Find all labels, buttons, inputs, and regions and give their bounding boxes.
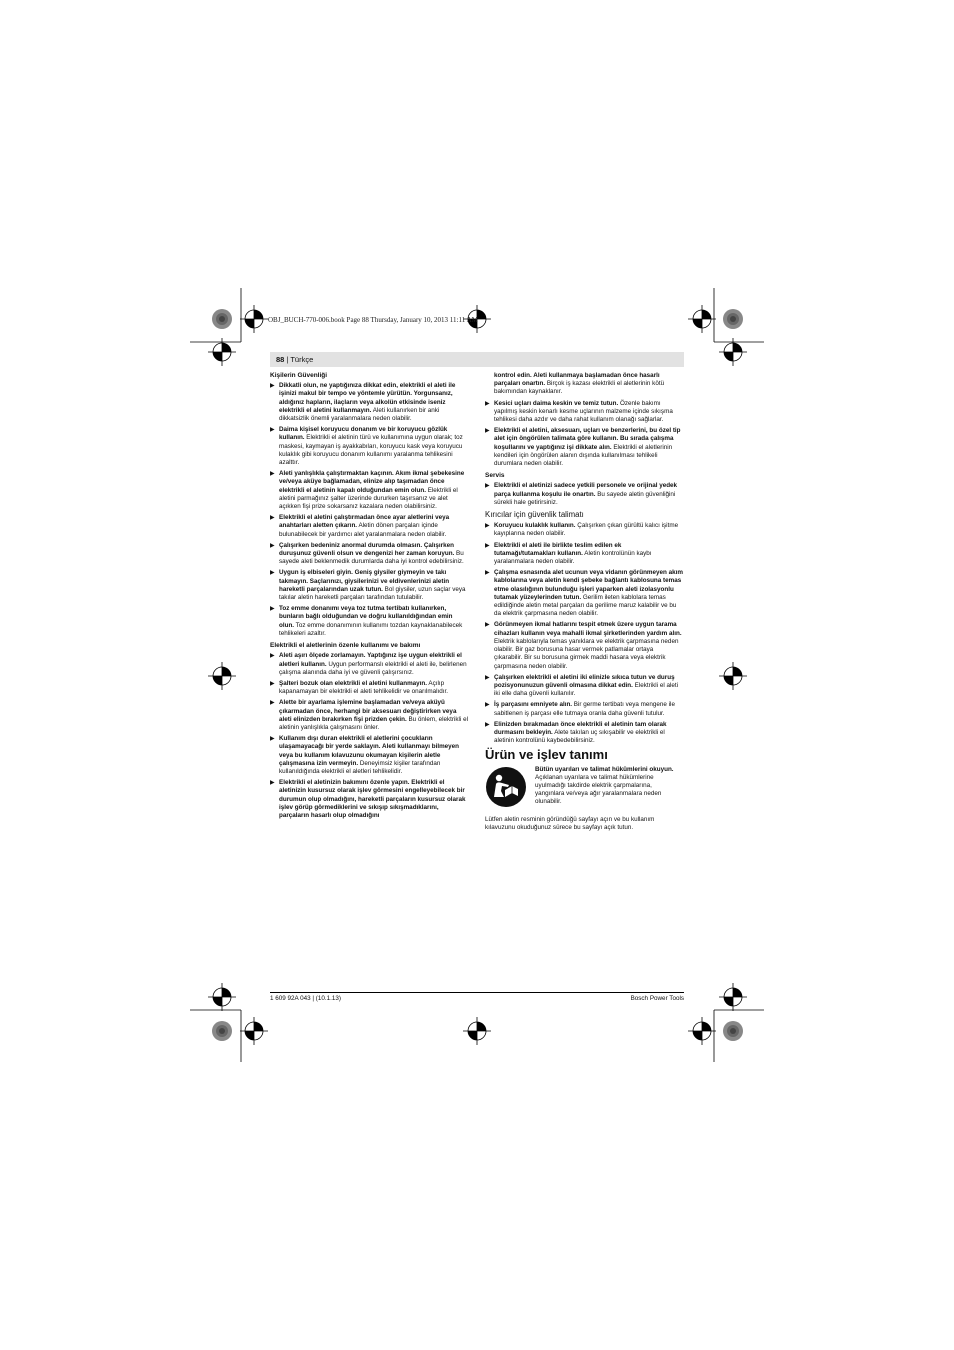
list-item — [270, 699, 468, 732]
footer-brand: Bosch Power Tools — [630, 995, 684, 1002]
bullet-triangle-icon: ▶ — [485, 523, 490, 530]
bullet-triangle-icon: ▶ — [485, 428, 490, 435]
item-text: Bu sayede aletin güvenliğini sürekli hale getirirsiniz. — [494, 490, 676, 506]
footer-doc-number: 1 609 92A 043 | (10.1.13) — [270, 995, 341, 1002]
item-text: Toz emme donanımının kullanımı tozdan kaynaklanabilecek tehlikeleri azaltır. — [279, 621, 463, 637]
closing-paragraph: Lütfen aletin resminin göründüğü sayfayı açın ve bu kullanım kılavuzunu okuduğunuz sürece bu sayfayı açık tutun. — [485, 815, 655, 831]
item-bold: Daima kişisel koruyucu donanım ve bir koruyucu gözlük kullanın. — [279, 426, 448, 442]
footer-rule — [270, 992, 684, 993]
item-bold: Elektrikli el aletini çalıştırmadan önce ayar aletlerini veya anahtarları aletten çıkarın. — [279, 514, 450, 530]
bullet-triangle-icon: ▶ — [270, 700, 275, 707]
item-text: Bir germe tertibatı veya mengene ile sabitlenen iş parçası elle tutmaya oranla daha güvenli tutulur. — [494, 701, 675, 717]
list-item — [270, 779, 468, 820]
item-text: Bu sayede aleti beklenmedik durumlarda daha iyi kontrol edebilirsiniz. — [279, 550, 464, 566]
list-item — [270, 470, 468, 511]
item-text: Bu önlem, elektrikli el aletinin yanlışlıkla çalışmasını önler. — [279, 715, 468, 731]
item-bold: İş parçasını emniyete alın. — [494, 701, 573, 709]
bullet-triangle-icon: ▶ — [485, 702, 490, 709]
continued-paragraph — [485, 372, 683, 397]
item-bold: Dikkatli olun, ne yaptığınıza dikkat edin, elektrikli el aleti ile işinizi makul bir tempo ve yöntemle yürütün. Yorgunsanız, aldığınız hapların, ilaçların veya alkolün etkisinde iseniz elektrikli el aletini kullanmayın. — [279, 382, 456, 414]
section-heading-product-description: Ürün ve işlev tanımı — [485, 747, 608, 763]
item-text: Özenle bakımı yapılmış keskin kenarlı kesme uçlarının malzeme içinde sıkışma tehlikesi daha azdır ve daha rahat kullanım olanağı sağlarlar. — [494, 399, 673, 424]
item-text: Elektrikli el aletini parmağınız şalter üzerinde dururken taşırsanız ve alet açıkken fişi prize sokarsanız kazalara neden olabilirsiniz. — [279, 486, 458, 511]
item-bold: Alette bir ayarlama işlemine başlamadan ve/veya aküyü çıkarmadan önce, herhangi bir aksesuarı değiştirirken veya aleti elinizden bırakırken fişi prizden çekin. — [279, 699, 457, 723]
continued-bold: kontrol edin. Aleti kullanmaya başlamadan önce hasarlı parçaları onartın. — [494, 372, 660, 388]
bullet-triangle-icon: ▶ — [270, 471, 275, 478]
item-bold: Çalışma esnasında alet ucunun veya vidanın görünmeyen akım kablolarına veya aletin kendi şebeke bağlantı kablosuna temas etme olasılığının bulunduğu işleri yaparken aleti izolasyonlu tutamak yüzeylerinden tutun. — [494, 569, 683, 601]
list-item — [485, 621, 683, 670]
item-text: Gerilim ileten kablolara temas edildiğinde aletin metal parçaları da gerilime maruz kalabilir ve bu da elektrik çarpmasına neden olabilir. — [494, 593, 677, 618]
warning-bold: Bütün uyarıları ve talimat hükümlerini okuyun. — [535, 765, 674, 773]
bullet-triangle-icon: ▶ — [270, 427, 275, 434]
list-personal-safety — [270, 382, 468, 638]
bullet-triangle-icon: ▶ — [270, 680, 275, 687]
bullet-triangle-icon: ▶ — [270, 736, 275, 743]
section-title-personal-safety: Kişilerin Güvenliği — [270, 372, 328, 379]
item-text: Deneyimsiz kişiler tarafından kullanıldığında elektrikli el aletleri tehlikelidir. — [279, 759, 441, 775]
list-item — [270, 426, 468, 467]
item-text: Elektrikli el aleti iki elle daha güvenli kullanılır. — [494, 681, 679, 698]
bullet-triangle-icon: ▶ — [270, 542, 275, 549]
list-item — [270, 382, 468, 423]
item-text: Bol giysiler, uzun saçlar veya takılar aletin hareketli parçaları tarafından tutulabilir. — [279, 585, 466, 602]
item-bold: Elektrikli el aletini, aksesuarı, uçları ve benzerlerini, bu özel tip alet için öngörülen talimata göre kullanın. Bu sırada çalışma koşullarını ve yaptığınız işi dikkate alın. — [494, 427, 681, 451]
section-title-breaker-safety: Kırıcılar için güvenlik talimatı — [485, 510, 584, 520]
bullet-triangle-icon: ▶ — [270, 570, 275, 577]
item-text: Elektrikli el aletinin türü ve kullanımına uygun olarak; toz maskesi, kaymayan iş ayakkabıları, koruyucu kask veya koruyucu kulaklık gibi koruyucu donanım kullanımı yaralanma tehlikesini azalttır. — [279, 434, 463, 467]
read-instructions-block — [485, 766, 683, 814]
item-bold: Çalışırken elektrikli el aletini iki elinizle sıkıca tutun ve duruş pozisyonunuzun güvenli olmasına dikkat edin. — [494, 673, 675, 689]
header-language: Türkçe — [290, 355, 314, 364]
continued-text: Birçok iş kazası elektrikli el aletlerinin kötü bakımından kaynaklanır. — [494, 380, 665, 396]
item-bold: Elektrikli el aletinizin bakımını özenle yapın. Elektrikli el aletinizin kusursuz olarak işlev görmesini engelleyebilecek bir durumun olup olmadığını, hareketli parçaların kusursuz olarak işlev görüp görmediklerini ve sıkışıp sıkışmadıklarını, parçaların hasarlı olup olmadığını — [279, 779, 466, 819]
item-text: Alete takılan uç sıkışabilir ve elektrikli el aletinin kontrolünü kaybedebilirsiniz. — [494, 728, 665, 745]
bullet-triangle-icon: ▶ — [485, 674, 490, 681]
list-tool-care-cont — [485, 400, 683, 469]
item-bold: Aleti aşırı ölçede zorlamayın. Yaptığınız işe uygun elektrikli el aletleri kullanın. — [279, 652, 462, 668]
item-bold: Toz emme donanımı veya toz tutma tertibatı kullanırken, bunların bağlı olduğundan ve doğru kullanıldığından emin olun. — [279, 605, 453, 629]
bullet-triangle-icon: ▶ — [485, 483, 490, 490]
list-item — [485, 701, 683, 717]
column-left — [270, 372, 468, 823]
list-item — [485, 427, 683, 468]
item-bold: Koruyucu kulaklık kullanın. — [494, 522, 576, 530]
item-bold: Uygun iş elbiseleri giyin. Geniş giysiler giymeyin ve takı takmayın. Saçlarınızı, giysilerinizi ve eldivenlerinizi aletin hareketli parçalarından uzak tutun. — [279, 569, 450, 593]
list-item — [485, 721, 683, 746]
bullet-triangle-icon: ▶ — [485, 542, 490, 549]
list-item — [270, 680, 468, 696]
bullet-triangle-icon: ▶ — [270, 606, 275, 613]
item-text: Açılıp kapanamayan bir elektrikli el aleti tehlikelidir ve onarılmalıdır. — [279, 679, 449, 696]
list-tool-care — [270, 652, 468, 820]
list-item — [485, 569, 683, 618]
list-item — [270, 652, 468, 677]
section-title-service: Servis — [485, 472, 505, 480]
item-text: Aletin dönen parçaları içinde bulunabilecek bir yardımcı alet yaralanmalara neden olabilir. — [279, 522, 447, 538]
item-bold: Çalışırken bedeniniz anormal durumda olmasın. Çalışırken duruşunuz güvenli olsun ve dengenizi her zaman koruyun. — [279, 541, 455, 558]
bullet-triangle-icon: ▶ — [270, 653, 275, 660]
page-header — [276, 355, 313, 364]
bullet-triangle-icon: ▶ — [485, 400, 490, 407]
bullet-triangle-icon: ▶ — [485, 570, 490, 577]
print-slug: OBJ_BUCH-770-006.book Page 88 Thursday, January 10, 2013 11:11 AM — [268, 316, 478, 324]
item-bold: Görünmeyen ikmal hatlarını tespit etmek üzere uygun tarama cihazları kullanın veya mahalli ikmal şirketlerinden yardım alın. — [494, 621, 682, 637]
page-number: 88 — [276, 355, 285, 364]
item-bold: Şalteri bozuk olan elektrikli el aletini kullanmayın. — [279, 679, 428, 687]
bullet-triangle-icon: ▶ — [485, 622, 490, 629]
item-text: Çalışırken çıkan gürültü kalıcı işitme kayıplarına neden olabilir. — [494, 522, 679, 538]
list-item — [485, 522, 683, 538]
bullet-triangle-icon: ▶ — [485, 721, 490, 728]
item-text: Uygun performanslı elektrikli el aleti ile, belirlenen çalışma alanında daha iyi ve güvenli çalışırsınız. — [279, 660, 467, 676]
list-item — [270, 514, 468, 539]
list-service — [485, 482, 683, 507]
column-right — [485, 372, 683, 835]
item-bold: Elektrikli el aletinizi sadece yetkili personele ve orijinal yedek parça kullanma koşulu ile onartın. — [494, 482, 678, 498]
list-item — [485, 674, 683, 699]
list-item — [270, 569, 468, 602]
item-text: Elektrik kablolarıyla temas yanıklara ve elektrik çarpmasına neden olabilir. Bir gaz borusuna hasar vermek patlamalar ortaya çıkarabilir. Bir su borusuna girmek maddi hasara veya elektrik çarpmasına neden olabilir. — [494, 637, 679, 670]
item-text: Aletin kontrolünün kaybı yaralanmalara neden olabilir. — [494, 549, 652, 566]
list-item — [485, 400, 683, 425]
bullet-triangle-icon: ▶ — [270, 383, 275, 390]
list-item — [270, 605, 468, 638]
item-text: Aleti kullanırken bir anki dikkatsizlik önemli yaralanmalara neden olabilir. — [279, 406, 440, 423]
list-item — [270, 542, 468, 567]
page-header-bar — [270, 352, 684, 367]
item-bold: Aleti yanlışlıkla çalıştırmaktan kaçının. Akım ikmal şebekesine ve/veya aküye bağlamadan, elinize alıp taşımadan önce elektrikli el aletinin kapalı olduğundan emin olun. — [279, 470, 465, 494]
warning-text: Açıklanan uyarılara ve talimat hükümlerine uyulmadığı takdirde elektrik çarpmalarına, yangınlara ve/veya ağır yaralanmalara neden olunabilir. — [535, 773, 662, 806]
list-item — [485, 482, 683, 507]
bullet-triangle-icon: ▶ — [270, 515, 275, 522]
bullet-triangle-icon: ▶ — [270, 780, 275, 787]
item-bold: Elinizden bırakmadan önce elektrikli el aletinin tam olarak durmasını bekleyin. — [494, 720, 667, 736]
header-separator: | — [286, 355, 289, 364]
list-item — [485, 542, 683, 567]
list-breaker-safety — [485, 522, 683, 745]
item-bold: Elektrikli el aleti ile birlikte teslim edilen ek tutamağı/tutamakları kullanın. — [494, 541, 622, 557]
item-bold: Kesici uçları daima keskin ve temiz tutun. — [494, 399, 619, 407]
list-item — [270, 735, 468, 776]
section-title-tool-care: Elektrikli el aletlerinin özenle kullanımı ve bakımı — [270, 642, 421, 650]
item-bold: Kullanım dışı duran elektrikli el aletlerini çocukların ulaşamayacağı bir yerde saklayın. Aleti kullanmayı bilmeyen veya bu kullanım kılavuzunu okumayan kişilerin aletle çalışmasına izin vermeyin. — [279, 735, 460, 767]
read-manual-icon — [485, 766, 527, 808]
item-text: Elektrikli el aletlerinin kendileri için öngörülen alanın dışında kullanılması tehlikeli durumlara neden olabilir. — [494, 443, 673, 468]
